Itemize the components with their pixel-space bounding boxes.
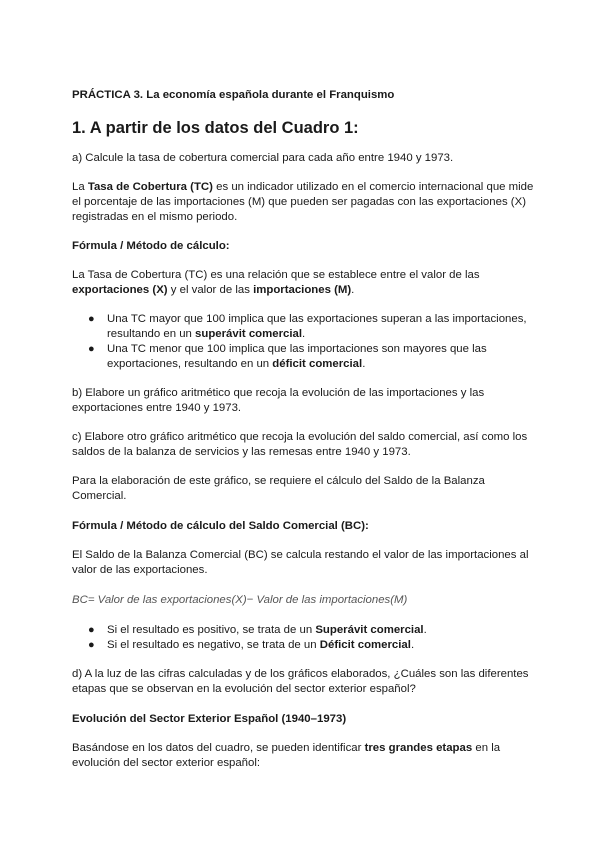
formula-heading: Fórmula / Método de cálculo: xyxy=(72,240,230,252)
question-a: a) Calcule la tasa de cobertura comercial para cada año entre 1940 y 1973. xyxy=(72,152,454,164)
formula-bc-heading: Fórmula / Método de cálculo del Saldo Comercial (BC): xyxy=(72,520,369,532)
section-heading: 1. A partir de los datos del Cuadro 1: xyxy=(72,119,359,137)
evolution-heading: Evolución del Sector Exterior Español (1940–1973) xyxy=(72,713,347,725)
bullet-icon: ● xyxy=(88,343,95,355)
bullet-icon: ● xyxy=(88,639,95,651)
question-d-line-1: d) A la luz de las cifras calculadas y de los gráficos elaborados, ¿Cuáles son las diferentes xyxy=(72,668,529,680)
paragraph-etapas-line-2: evolución del sector exterior español: xyxy=(72,757,261,769)
bullet-icon: ● xyxy=(88,313,95,325)
paragraph-formula-line-1: La Tasa de Cobertura (TC) es una relación que se establece entre el valor de las xyxy=(72,269,480,281)
question-c-line-1: c) Elabore otro gráfico aritmético que recoja la evolución del saldo comercial, así como los xyxy=(72,431,528,443)
paragraph-formula-line-2: exportaciones (X) y el valor de las importaciones (M). xyxy=(72,284,355,296)
list-item-superavit-line-2: resultando en un superávit comercial. xyxy=(107,328,306,340)
paragraph-tc-line-2: el porcentaje de las importaciones (M) que pueden ser pagadas con las exportaciones (X) xyxy=(72,196,526,208)
paragraph-saldo-line-2: Comercial. xyxy=(72,490,127,502)
paragraph-saldo-line-1: Para la elaboración de este gráfico, se requiere el cálculo del Saldo de la Balanza xyxy=(72,475,485,487)
paragraph-tc-line-1: La Tasa de Cobertura (TC) es un indicador utilizado en el comercio internacional que mide xyxy=(72,181,534,193)
list-item-superavit-line-1: Una TC mayor que 100 implica que las exportaciones superan a las importaciones, xyxy=(107,313,527,325)
document-title: PRÁCTICA 3. La economía española durante el Franquismo xyxy=(72,89,395,101)
question-b-line-2: exportaciones entre 1940 y 1973. xyxy=(72,402,242,414)
list-item-positive: Si el resultado es positivo, se trata de un Superávit comercial. xyxy=(107,624,427,636)
question-d-line-2: etapas que se observan en la evolución del sector exterior español? xyxy=(72,683,416,695)
list-item-deficit-line-2: exportaciones, resultando en un déficit comercial. xyxy=(107,358,366,370)
paragraph-etapas-line-1: Basándose en los datos del cuadro, se pueden identificar tres grandes etapas en la xyxy=(72,742,501,754)
paragraph-tc-line-3: registradas en el mismo periodo. xyxy=(72,211,238,223)
question-b-line-1: b) Elabore un gráfico aritmético que recoja la evolución de las importaciones y las xyxy=(72,387,485,399)
list-item-deficit-line-1: Una TC menor que 100 implica que las importaciones son mayores que las xyxy=(107,343,487,355)
formula-expression: BC= Valor de las exportaciones(X)− Valor de las importaciones(M) xyxy=(72,594,408,606)
paragraph-bc-line-2: valor de las exportaciones. xyxy=(72,564,208,576)
list-item-negative: Si el resultado es negativo, se trata de un Déficit comercial. xyxy=(107,639,415,651)
paragraph-bc-line-1: El Saldo de la Balanza Comercial (BC) se calcula restando el valor de las importaciones al xyxy=(72,549,529,561)
question-c-line-2: saldos de la balanza de servicios y las remesas entre 1940 y 1973. xyxy=(72,446,411,458)
bullet-icon: ● xyxy=(88,624,95,636)
